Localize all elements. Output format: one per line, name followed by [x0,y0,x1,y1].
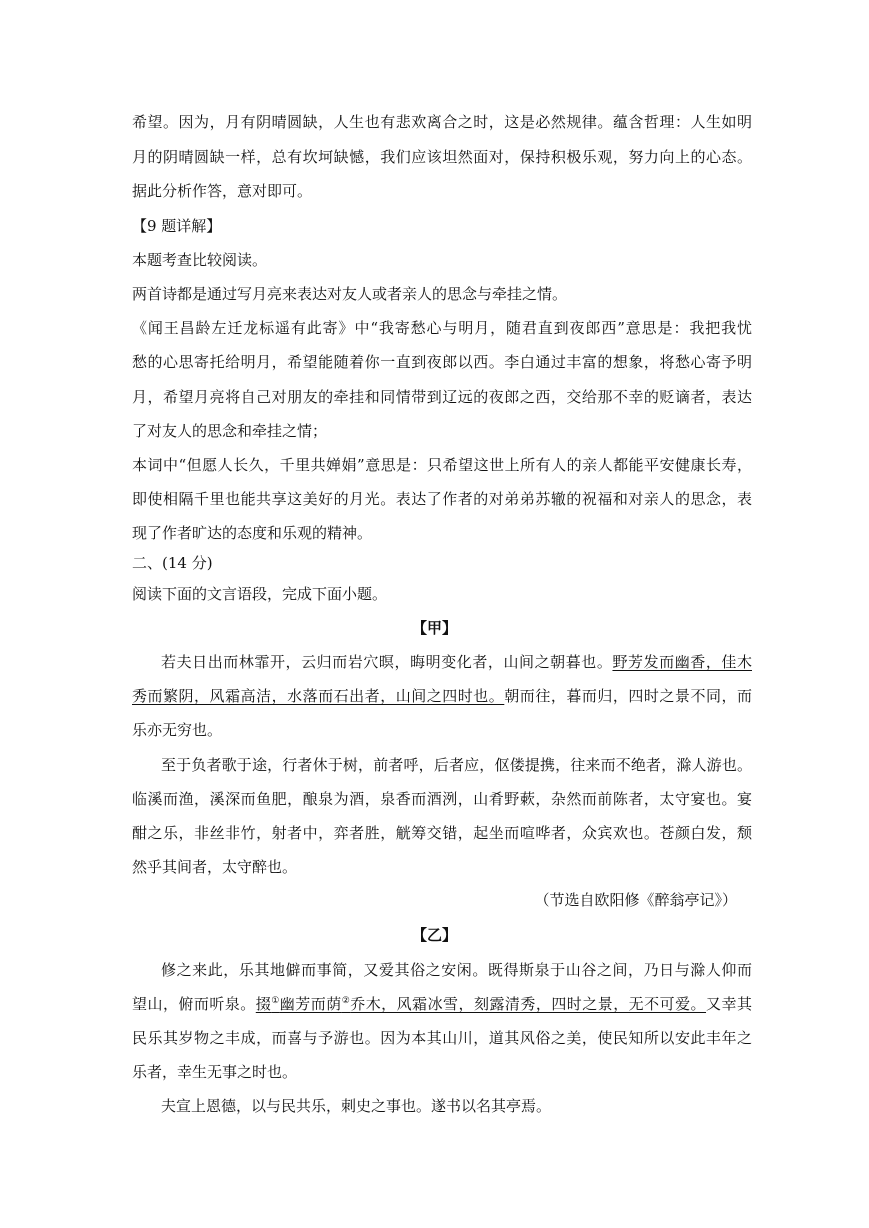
li-bai-line-1: 《闻王昌龄左迁龙标遥有此寄》中“我寄愁心与明月，随君直到夜郎西”意思是：我把我忧 [132,319,752,337]
q9-summary: 两首诗都是通过写月亮来表达对友人或者亲人的思念与牵挂之情。 [132,285,568,303]
analysis-line-1: 希望。因为，月有阴晴圆缺，人生也有悲欢离合之时，这是必然规律。蕴含哲理：人生如明 [132,113,752,131]
jia-p2-line-3: 酣之乐，非丝非竹，射者中，弈者胜，觥筹交错，起坐而喧哗者，众宾欢也。苍颜白发，颓 [132,824,752,842]
li-bai-line-4: 了对友人的思念和牵挂之情； [132,422,328,440]
yi-underlined-sentence [256,995,706,1013]
q9-intro: 本题考查比较阅读。 [132,251,268,269]
yi-underlined-text: 幽芳而荫 [279,995,342,1013]
jia-p1-line-3: 乐亦无穷也。 [132,721,223,739]
jia-p1-text: 朝而往，暮而归，四时之景不同，而 [504,687,752,705]
jia-p1-text: 若夫日出而林霏开，云归而岩穴暝，晦明变化者，山间之朝暮也。 [161,653,613,671]
footnote-marker-2: ② [341,996,351,1006]
li-bai-line-2: 愁的心思寄托给明月，希望能随着你一直到夜郎以西。李白通过丰富的想象，将愁心寄予明 [132,353,752,371]
jia-p2-line-4: 然乎其间者，太守醉也。 [132,858,298,876]
jia-underlined-sentence-part-1: 野芳发而幽香，佳木 [612,653,752,671]
yi-p1-text: 望山，俯而听泉。 [132,995,256,1013]
yi-underlined-text: 乔木，风霜冰雪，刻露清秀，四时之景，无不可爱。 [350,995,707,1013]
yi-p1-line-4: 乐者，幸生无事之时也。 [132,1063,298,1081]
yi-p2-line-1: 夫宣上恩德，以与民共乐，刺史之事也。遂书以名其亭焉。 [161,1097,552,1115]
yi-underlined-word: 掇 [255,995,272,1013]
jia-underlined-sentence-part-2: 秀而繁阴，风霜高洁，水落而石出者，山间之四时也。 [132,687,505,705]
section-instruction: 阅读下面的文言语段，完成下面小题。 [132,585,388,603]
yi-p1-line-1: 修之来此，乐其地僻而事简，又爱其俗之安闲。既得斯泉于山谷之间，乃日与滁人仰而 [161,961,752,979]
yi-p1-text: 又幸其 [706,995,752,1013]
su-shi-line-1: 本词中“但愿人长久，千里共婵娟”意思是：只希望这世上所有人的亲人都能平安健康长寿， [132,456,752,474]
li-bai-line-3: 月，希望月亮将自己对朋友的牵挂和同情带到辽远的夜郎之西，交给那不幸的贬谪者，表达 [132,388,752,406]
jia-heading: 【甲】 [411,619,457,637]
analysis-line-2: 月的阴晴圆缺一样，总有坎坷缺憾，我们应该坦然面对，保持积极乐观，努力向上的心态。 [132,148,752,166]
su-shi-line-2: 即使相隔千里也能共享这美好的月光。表达了作者的对弟弟苏辙的祝福和对亲人的思念，表 [132,490,752,508]
jia-p1-line-2 [132,686,752,706]
jia-source: （节选自欧阳修《醉翁亭记》） [534,891,737,909]
analysis-line-3: 据此分析作答，意对即可。 [132,182,313,200]
footnote-marker-1: ① [271,996,280,1006]
section-two-heading: 二、(14 分) [132,554,213,572]
yi-p1-line-2 [132,994,752,1014]
su-shi-line-3: 现了作者旷达的态度和乐观的精神。 [132,524,373,542]
jia-p2-line-1: 至于负者歌于途，行者休于树，前者呼，后者应，伛偻提携，往来而不绝者，滁人游也。 [161,756,752,774]
q9-heading: 【9 题详解】 [132,217,222,235]
yi-heading: 【乙】 [411,926,457,944]
jia-p2-line-2: 临溪而渔，溪深而鱼肥，酿泉为酒，泉香而酒洌，山肴野蔌，杂然而前陈者，太守宴也。宴 [132,790,752,808]
jia-p1-line-1 [161,652,752,672]
yi-p1-line-3: 民乐其岁物之丰成，而喜与予游也。因为本其山川，道其风俗之美，使民知所以安此丰年之 [132,1029,752,1047]
